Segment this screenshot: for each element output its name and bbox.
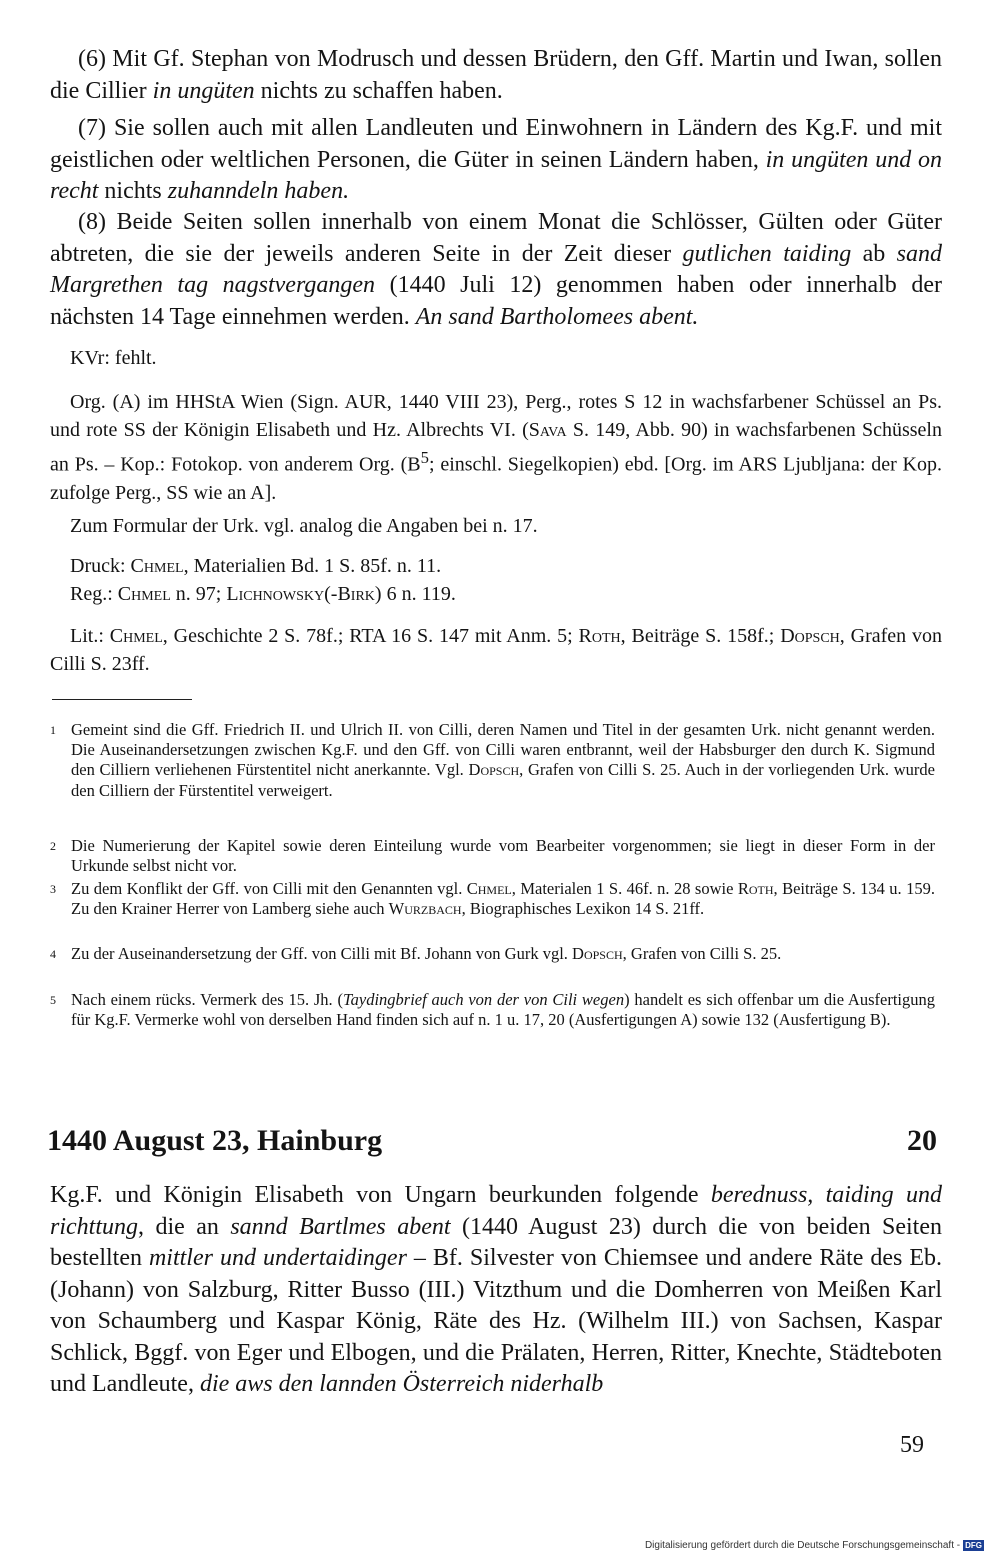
p8-text-mid-2: (1440 Juli 12) genommen haben oder innerhalb der nächsten 14 Tage einnehmen werden. bbox=[50, 272, 943, 330]
paragraph-7 bbox=[50, 113, 942, 208]
footnote-4-text bbox=[71, 944, 935, 964]
footnote-5-text bbox=[71, 990, 935, 1030]
druck-text: , Materialien Bd. 1 S. 85f. n. 11. bbox=[183, 555, 442, 577]
kvr-note bbox=[50, 344, 942, 372]
document-20-summary bbox=[50, 1180, 942, 1401]
footnote-3-text bbox=[71, 879, 935, 919]
reg-text: n. 97; bbox=[170, 583, 227, 605]
footnote-3 bbox=[50, 879, 935, 919]
doc20-quote-4: die aws den lannden Österreich niderhalb bbox=[199, 1371, 604, 1397]
footnote-4-number: 4 bbox=[50, 947, 56, 961]
p8-text-mid: ab bbox=[851, 240, 897, 267]
footnote-2-number: 2 bbox=[50, 839, 56, 853]
lit-text-3: , Grafen von Cilli S. 23ff. bbox=[50, 625, 942, 675]
f3-text-4: , Biographisches Lexikon 14 S. 21ff. bbox=[461, 899, 705, 919]
f4-author: Dopsch bbox=[572, 944, 623, 963]
org-text: Org. (A) im HHStA Wien (Sign. AUR, 1440 VIII 23), Perg., rotes S 12 in wachsfarbener Schüssel an Ps. und rote SS der Königin Elisabeth und Hz. Albrechts VI. ( bbox=[50, 391, 942, 441]
f1-text-2: , Grafen von Cilli S. 25. Auch in der vorliegenden Urk. wurde den Cilliern der Fürstentitel verweigert. bbox=[71, 760, 935, 800]
p6-quote: in ungüten bbox=[152, 77, 255, 104]
footnote-5 bbox=[50, 990, 935, 1030]
document-heading bbox=[47, 1119, 937, 1163]
f1-author: Dopsch bbox=[468, 760, 520, 780]
formular-note bbox=[50, 512, 942, 540]
footnote-2-text: Die Numerierung der Kapitel sowie deren Einteilung wurde vom Bearbeiter vorgenommen; sie liegt in dieser Form in der Urkunde selbst nicht vor. bbox=[71, 836, 935, 876]
document-number: 20 bbox=[907, 1124, 937, 1157]
f5-text-2: ) handelt es sich offenbar um die Ausfertigung für Kg.F. Vermerke wohl von derselben Hand finden sich auf n. 1 u. 17, 20 (Ausfertigungen A) sowie 132 (Ausfertigung B). bbox=[71, 990, 936, 1030]
paragraph-6 bbox=[50, 44, 942, 107]
f3-author-3: Wurzbach bbox=[388, 899, 462, 919]
f3-text-3: , Beiträge S. 134 u. 159. Zu den Krainer Herrer von Lamberg siehe auch bbox=[71, 879, 935, 919]
doc20-quote-3: mittler und undertaidinger bbox=[148, 1245, 407, 1271]
f3-author-2: Roth bbox=[737, 879, 774, 898]
reg-author-2: Lichnowsky(-Birk) bbox=[226, 583, 382, 605]
f1-text: Gemeint sind die Gff. Friedrich II. und Ulrich II. von Cilli, deren Namen und Titel in der gesamten Urk. nicht genannt werden. Die Auseinandersetzungen zwischen Kg.F. und den Gff. von Cilli waren entbrannt, weil der Habsburger den durch K. Sigmund den Cilliern verliehenen Fürstentitel nicht anerkannte. Vgl. bbox=[71, 720, 935, 780]
p8-quote: gutlichen taiding bbox=[682, 240, 852, 267]
f3-text-2: , Materialen 1 S. 46f. n. 28 sowie bbox=[511, 879, 738, 898]
kvr-text: KVr: fehlt. bbox=[70, 347, 157, 369]
original-note bbox=[50, 388, 942, 507]
doc20-quote-2: sannd Bartlmes abent bbox=[230, 1213, 451, 1240]
credit-text: Digitalisierung gefördert durch die Deutsche Forschungsgemeinschaft - bbox=[644, 1540, 961, 1551]
lit-label: Lit.: bbox=[70, 625, 110, 647]
digitization-credit bbox=[645, 1540, 984, 1551]
p8-date: An sand Bartholomees abent. bbox=[415, 303, 699, 330]
footnote-4 bbox=[50, 944, 935, 964]
p8-quote-2: sand Margrethen tag nagstvergangen bbox=[50, 240, 943, 298]
org-footnote-ref: 5 bbox=[420, 448, 429, 467]
lit-author-3: Dopsch bbox=[780, 625, 840, 647]
druck-reg-note bbox=[50, 552, 942, 608]
org-author: Sava bbox=[528, 419, 567, 441]
reg-label: Reg.: bbox=[70, 583, 118, 605]
org-text-3: ; einschl. Siegelkopien) ebd. [Org. im ARS Ljubljana: der Kop. zufolge Perg., SS wie an A]. bbox=[50, 453, 942, 504]
literature-note bbox=[50, 622, 942, 678]
doc20-text-4: – Bf. Silvester von Chiemsee und andere Räte des Eb. (Johann) von Salzburg, Ritter Busso (III.) Vitzthum und die Domherren von Meißen Karl von Schaumberg und Kaspar König, Räte des Hz. (Wilhelm III.) von Sachsen, Kaspar Schlick, Bggf. von Eger und Elbogen, und die Prälaten, Herren, Ritter, Knechte, Städteboten und Landleute, bbox=[50, 1245, 943, 1397]
p6-text-end: nichts zu schaffen haben. bbox=[254, 77, 503, 104]
druck-author: Chmel bbox=[130, 555, 184, 577]
druck-label: Druck: bbox=[70, 555, 131, 577]
reg-author: Chmel bbox=[117, 583, 171, 605]
footnote-5-number: 5 bbox=[50, 993, 56, 1007]
f5-text: Nach einem rücks. Vermerk des 15. Jh. ( bbox=[71, 990, 343, 1009]
document-date-place: 1440 August 23, Hainburg bbox=[47, 1124, 383, 1157]
f3-author: Chmel bbox=[466, 879, 512, 898]
doc20-quote-1: berednuss, taiding und richttung bbox=[50, 1182, 942, 1240]
dfg-logo-icon: DFG bbox=[965, 1541, 982, 1550]
footnote-2 bbox=[50, 836, 935, 876]
f3-text: Zu dem Konflikt der Gff. von Cilli mit den Genannten vgl. bbox=[71, 879, 467, 898]
f4-text: Zu der Auseinandersetzung der Gff. von Cilli mit Bf. Johann von Gurk vgl. bbox=[71, 944, 573, 963]
lit-author-2: Roth bbox=[578, 625, 621, 647]
reg-text-2: 6 n. 119. bbox=[381, 583, 456, 605]
p7-text-mid: nichts bbox=[98, 178, 168, 204]
doc20-text-3: (1440 August 23) durch die von beiden Seiten bestellten bbox=[50, 1213, 942, 1271]
lit-text-2: , Beiträge S. 158f.; bbox=[620, 625, 781, 647]
page-number: 59 bbox=[900, 1432, 924, 1458]
p6-text: (6) Mit Gf. Stephan von Modrusch und dessen Brüdern, den Gff. Martin und Iwan, sollen die Cillier bbox=[50, 46, 942, 104]
org-text-2: S. 149, Abb. 90) in wachsfarbenen Schüsseln an Ps. – Kop.: Fotokop. von anderem Org. (B bbox=[50, 419, 942, 476]
p8-text: (8) Beide Seiten sollen innerhalb von einem Monat die Schlösser, Gülten oder Güter abtreten, die sie der jeweils anderen Seite in der Zeit dieser bbox=[50, 209, 942, 267]
footnote-1-number: 1 bbox=[50, 723, 56, 737]
f5-quote: Taydingbrief auch von der von Cili wegen bbox=[342, 990, 625, 1009]
footnote-3-number: 3 bbox=[50, 882, 56, 896]
f4-text-2: , Grafen von Cilli S. 25. bbox=[622, 944, 782, 963]
footnote-divider bbox=[52, 699, 192, 700]
p7-quote-2: zuhanndeln haben. bbox=[167, 178, 350, 204]
lit-author: Chmel bbox=[109, 625, 163, 647]
doc20-text: Kg.F. und Königin Elisabeth von Ungarn beurkunden folgende bbox=[50, 1182, 711, 1208]
footnote-1 bbox=[50, 720, 935, 801]
doc20-text-2: , die an bbox=[138, 1213, 231, 1240]
paragraph-8 bbox=[50, 207, 942, 333]
lit-text: , Geschichte 2 S. 78f.; RTA 16 S. 147 mit Anm. 5; bbox=[162, 625, 579, 647]
formular-text: Zum Formular der Urk. vgl. analog die Angaben bei n. 17. bbox=[70, 515, 538, 537]
p7-text: (7) Sie sollen auch mit allen Landleuten und Einwohnern in Ländern des Kg.F. und mit geistlichen oder weltlichen Personen, die Güter in seinen Ländern haben, bbox=[50, 115, 942, 173]
p7-quote: in ungüten und on recht bbox=[50, 146, 942, 204]
footnote-1-text bbox=[71, 720, 935, 801]
